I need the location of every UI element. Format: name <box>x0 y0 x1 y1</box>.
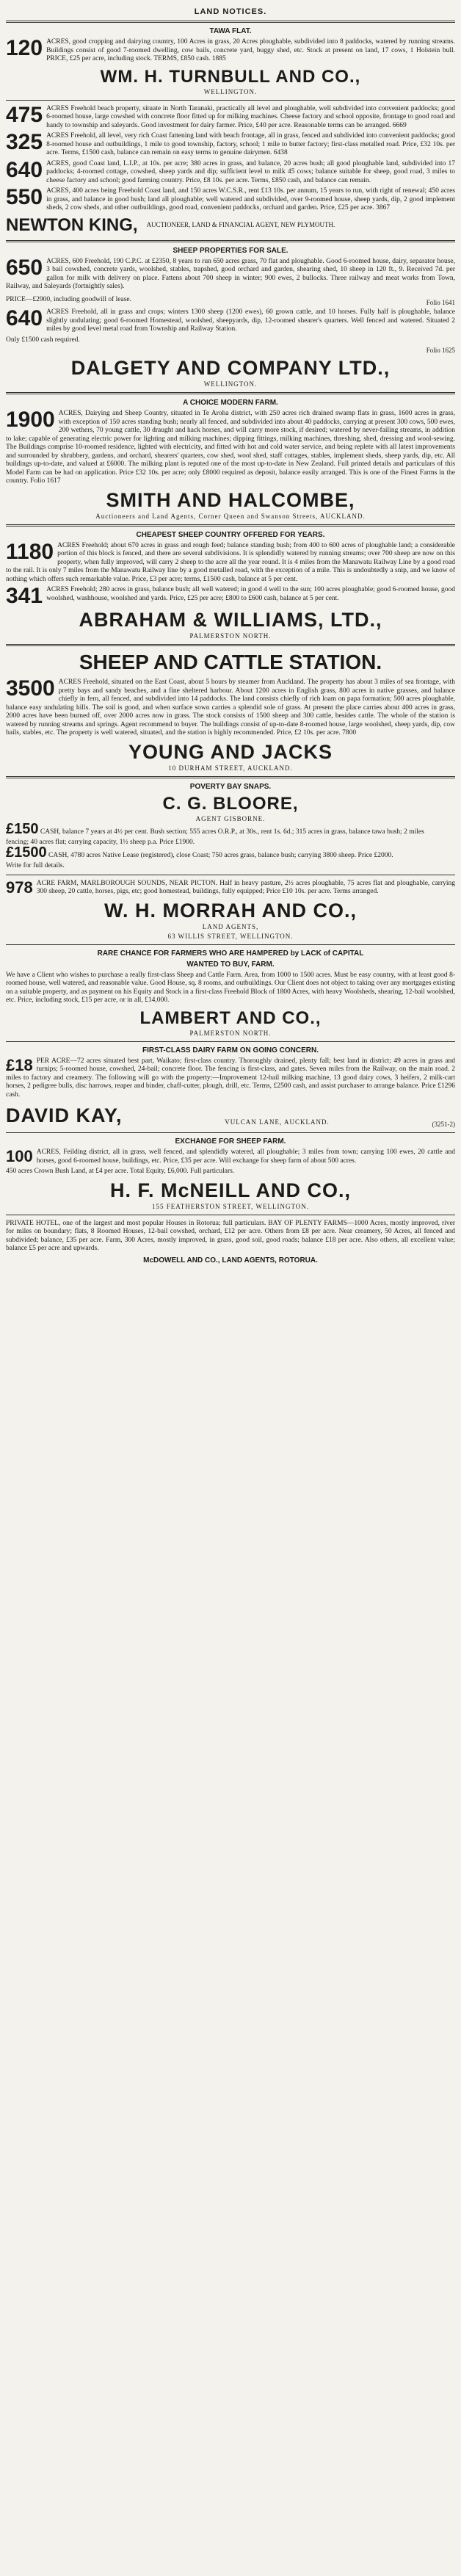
folio-number: Folio 1641 <box>426 299 455 306</box>
listing-continued: 450 acres Crown Bush Land, at £4 per acre. Total Equity, £6,000. Full particulars. <box>6 1168 235 1175</box>
listing-text: ACRES, 600 Freehold, 190 C.P.C. at £2350, 8 years to run 650 acres grass, 70 flat and ploughable. Good 6-roomed house, dairy, separator house, 3 bail cowshed, concrete yards, woolshed, stables, trapshed, good orchard and garden, shearing shed, 10 sheep in 120 ft., 9. Received 7d. per gallon for milk with delivery on place. Fattens about 700 sheep in winter; 900 ewes, 2 bullocks. Three railway and meat works from Town, Railway, and Saleyards (fortnightly sales). <box>6 257 455 290</box>
listing-code: Folio 1617 <box>30 477 61 485</box>
listing-text: ACRES, Dairying and Sheep Country, situated in Te Aroha district, with 250 acres rich drained swamp flats in grass, 1600 acres in grass, with exception of 150 acres standing bush; nearly all fenced, and subdivided into about 40 paddocks, carrying at present 300 cows, 500 ewes, 200 wethers, 70 young cattle, 30 draught and hack horses, and will carry more stock, if desired; watered by never-failing streams, in addition to lake; capable of generating electric power for lighting and milking machines; dipping fittings, milking machines, threshing, shed, dressing and wool-sewing. The Buildings comprise 10-roomed residence, lighted with electricity, and fitted with hot and cold water service, and being replete with all latest improvements and surrounded by shrubbery, gardens, and orchard, shearers' quarters, cow shed, wool shed, staff cottages, stables, implement sheds, sheep yards, dip, etc. All buildings up-to-date, and valued at £6000. The milking plant is reputed one of the most up-to-date in New Zealand. Full printed details and particulars of this Model Farm can be had on application. Price £32 10s. per acre; only £8000 required as deposit, balance easily arranged. This is one of the Finest Farms in the country. <box>6 410 455 485</box>
listing <box>6 102 455 131</box>
listing <box>6 308 455 334</box>
listing-text: PRIVATE HOTEL, one of the largest and most popular Houses in Rotorua; full particulars. BAY OF PLENTY FARMS—1000 Acres, mostly improved, river for miles on boundary; flats, 8 Roomed Houses, 12-bail cowshed, orchard, £12 per acre. Others from £8 per acre. Near creamery, 50 Acres, all fenced and subdivided; balance, £35 per acre. Farm, 300 Acres, mostly improved, in grass, good soil, good roads; balance £18 per acre. Also others, all excellent value; balance £5 per acre and upwards. <box>6 1219 455 1252</box>
section-title: A CHOICE MODERN FARM. <box>183 399 278 407</box>
listing-acres: 1180 <box>6 539 54 564</box>
write-note: Write for full details. <box>6 861 65 869</box>
listing-acres: 640 <box>6 306 43 330</box>
agent-place: 10 DURHAM STREET, AUCKLAND. <box>168 764 293 772</box>
divider <box>6 1041 455 1042</box>
listing <box>6 820 455 837</box>
agent-name: W. H. MORRAH AND CO., <box>104 899 357 922</box>
listing-acres: 640 <box>6 157 43 182</box>
listing <box>6 255 455 292</box>
agent-address: 155 FEATHERSTON STREET, WELLINGTON. <box>151 1202 310 1210</box>
section-subtitle: WANTED TO BUY, FARM. <box>186 960 275 969</box>
agent-place: PALMERSTON NORTH. <box>189 1029 272 1037</box>
listing-text: CASH, 4780 acres Native Lease (registered), close Coast; 750 acres grass, balance bush; carrying 3800 sheep. Price £2000. <box>48 851 393 859</box>
section-title: CHEAPEST SHEEP COUNTRY OFFERED FOR YEARS. <box>136 530 325 539</box>
listing-text: ACRES Freehold, all in grass and crops; winters 1300 sheep (1200 ewes), 60 grown cattle, and 10 horses. Fully half is ploughable, balance slightly undulating; good 6-roomed Homestead, woolshed, sheepyards, dip, 12-roomed shearer's quarters. Well fenced and watered. Situated 2 miles by good level metal road from Township and Railway Station. <box>46 308 455 333</box>
divider <box>6 21 455 23</box>
agent-place: WELLINGTON. <box>203 380 258 388</box>
page-header: LAND NOTICES. <box>194 7 267 16</box>
divider <box>6 1132 455 1133</box>
listing-text: ACRES, good Coast land, L.I.P., at 10s. per acre; 380 acres in grass, and balance, 20 acres bush; all good ploughable land, subdivided into 17 paddocks; 4-roomed cottage, cowshed, sheep yards and dip; sufficient level to milk 45 cows; balance suitable for sheep, good road, 3 miles to cheese factory and school; good farming country. Price, £8 10s. per acre. Terms, £850 cash, and balance can remain. <box>46 159 455 184</box>
agent-name: SMITH AND HALCOMBE, <box>106 488 355 511</box>
listing-cash: Only £1500 cash required. <box>6 336 80 344</box>
listing-code: 1885 <box>211 55 226 62</box>
agent-name: YOUNG AND JACKS <box>128 740 333 763</box>
agent-address: VULCAN LANE, AUCKLAND. <box>225 1118 330 1126</box>
agent-row <box>6 1101 455 1128</box>
divider <box>6 240 455 242</box>
listing <box>6 676 455 738</box>
listing-text: ACRES, 400 acres being Freehold Coast land, and 150 acres W.C.S.R., rent £13 10s. per annum, 15 years to run, with right of renewal; 450 acres in grass, and balance in good bush; land all ploughable; well watered and subdivided, over 9-roomed house, sheep yards, dip, 2 good implement sheds, 2 cow sheds, and other outbuildings, good road, convenient paddocks, orchard and garden. Price, £25 per acre. <box>46 187 455 211</box>
agent-name: ABRAHAM & WILLIAMS, LTD., <box>79 609 382 631</box>
agent-name: WM. H. TURNBULL AND CO., <box>100 66 361 87</box>
listing-acres: 550 <box>6 185 43 209</box>
agent-place: WELLINGTON. <box>203 87 258 95</box>
price-row <box>6 294 455 307</box>
listing-text: ACRES Freehold; about 670 acres in grass and rough feed; balance standing bush; from 400 to 600 acres of ploughable land; a considerable portion of this block is fenced, and there are several subdivisions. It is splendidly watered by running streams; over 700 sheep are now on this property, when fully improved, will carry 2 sheep to the acre all the year round. It is 4 miles from the Manawatu Railway Line by a good road to the rail. It is only 7 miles from the Manawatu Railway line by a good metalled road, with the exception of a mile. This is undoubtedly a snip, and we know of nothing which offers such remarkable value. Price, £3 per acre; terms, £1500 cash, balance at 5 per cent. <box>6 541 455 583</box>
listing-acres: 341 <box>6 584 43 608</box>
agent-place: PALMERSTON NORTH. <box>189 632 272 640</box>
listing-acres: 100 <box>6 1147 33 1165</box>
listing-amount: £150 <box>6 820 39 837</box>
listing-price: PRICE—£2900, including goodwill of lease. <box>6 295 131 303</box>
listing <box>6 132 455 158</box>
agent-name: DAVID KAY, <box>6 1104 123 1126</box>
section-headline: SHEEP AND CATTLE STATION. <box>79 651 382 673</box>
listing-text: ACRE FARM, MARLBOROUGH SOUNDS, NEAR PICTON. Half in heavy pasture, 2½ acres ploughable, 75 acres flat and ploughable, carrying 300 sheep, 20 cattle, horses, pigs, etc; good homestead, buildings, fully equipped; Price £10 10s. per acre. Terms arranged. <box>36 879 455 895</box>
section-title: EXCHANGE FOR SHEEP FARM. <box>175 1137 286 1146</box>
divider <box>6 524 455 527</box>
divider <box>6 100 455 101</box>
land-notices-page <box>6 0 455 1265</box>
listing <box>6 539 455 585</box>
listing <box>6 1057 455 1100</box>
listing-acres: 650 <box>6 255 43 280</box>
agent-name: NEWTON KING, <box>6 214 138 235</box>
section-title: RARE CHANCE FOR FARMERS WHO ARE HAMPERED by LACK of CAPITAL <box>97 949 364 958</box>
section-title: TAWA FLAT. <box>209 27 252 35</box>
listing <box>6 586 455 606</box>
agent-name: LAMBERT AND CO., <box>139 1007 322 1028</box>
listing <box>6 187 455 213</box>
agent-address: 63 WILLIS STREET, WELLINGTON. <box>167 932 294 940</box>
agent-block <box>6 215 455 236</box>
agent-name: DALGETY AND COMPANY LTD., <box>70 357 391 379</box>
listing-amount: £18 <box>6 1055 33 1074</box>
agent-footer: McDOWELL AND CO., LAND AGENTS, ROTORUA. <box>143 1256 318 1265</box>
divider <box>6 644 455 646</box>
agent-name: C. G. BLOORE, <box>162 793 299 814</box>
section-title: POVERTY BAY SNAPS. <box>189 782 272 791</box>
listing-acres: 325 <box>6 130 43 154</box>
listing-acres: 978 <box>6 878 33 897</box>
folio-number: Folio 1625 <box>426 347 455 354</box>
listing-text: PER ACRE—72 acres situated best part, Waikato; first-class country. Thoroughly drained, plenty fall; best land in district; 49 acres in grass and turnips; 5-roomed house, cowshed, 24-bail; concrete floor. The fencing is first-class, and gates. Seven miles from the Railway, on the main road. 2 miles to factory and creamery. The following will go with the property:—Improvement 12-bail milking machine, 13 good dairy cows, 3 heifers, 2 milk-cart horses, 2 pedigree bulls, disc harrows, reaper and binder, chaff-cutter, plough, drill, etc. Terms, £2500 cash, and assist purchaser to arrange balance. Price £1296 cash. <box>6 1057 455 1099</box>
listing-text: ACRES Freehold, situated on the East Coast, about 5 hours by steamer from Auckland. The property has about 3 miles of sea frontage, with pretty bays and sandy beaches, and a fine sheltered harbour. About 1200 acres in English grass, 800 acres in native grasses, and balance chiefly in fern, all fenced, and subdivided into 14 paddocks. The land consists chiefly of rich loam on papa formation; 500 acres ploughable, balance easy undulating hills. The soil is good, and when surface sown carries a splendid sole of grass. At present the place carries about 400 acres in grass, 2000 acres have been burned off, over 2000 acres now in grass. The stock consists of 1500 sheep and 300 cattle, besides cattle. The whole of the station is watered by running streams and springs. Agent recommend to buyer. The buildings consist of up-to-date 8-roomed house, large woolshed, sheep yards, dip, cow bails, stables, etc. The property is well watered, situated, and the station is highly recommended. Price, £2 10s. per acre. <box>6 679 455 737</box>
divider <box>6 944 455 945</box>
listing <box>6 410 455 486</box>
listing-code: 3867 <box>376 204 391 211</box>
listing-text: ACRES, Feilding district, all in grass, well fenced, and splendidly watered, all ploughable; 3 miles from town; carrying 100 ewes, 20 cattle and horses, good 6-roomed house, buildings, etc. Price, £35 per acre. Will exchange for sheep farm of about 500 acres. <box>36 1148 455 1165</box>
agent-description: AUCTIONEER, LAND & FINANCIAL AGENT, NEW PLYMOUTH. <box>146 221 335 228</box>
listing <box>6 880 455 897</box>
listing-text: We have a Client who wishes to purchase a really first-class Sheep and Cattle Farm. Area, from 1000 to 1500 acres. Must be easy country, with at least good 8-roomed house, well watered, and reasonable value. Good House, sq. 8 rooms, and outbuildings. Our Client does not object to taking over any mortgages existing on a suitable property, and as payment on his Equity and Stock in a first-class Freehold Block of 1800 Acres, with heavy Woolsheds, shearing, 12-bail woolshed, etc. Price, including stock, £15 per acre, or in all, £14,000. <box>6 971 455 1004</box>
listing-text: CASH, balance 7 years at 4½ per cent. Bush section; 555 acres O.R.P., at 30s., rent 1s. 6d.; 315 acres in grass, balance tawa bush; 2 miles <box>40 828 424 836</box>
listing-text: ACRES Freehold; 280 acres in grass, balance bush; all well watered; in good 4 well to the sun; 100 acres ploughable; good 6-roomed house, good woolshed, washhouse, woolshed and yards. Price, £25 per acre; £800 to £600 cash, balance at 5 per cent. <box>46 586 455 602</box>
agent-place: LAND AGENTS, <box>202 922 259 930</box>
listing-code: 6669 <box>392 121 407 129</box>
listing-acres: 120 <box>6 36 43 60</box>
divider <box>6 392 455 394</box>
listing-code: 6438 <box>273 149 288 156</box>
listing-text: ACRES, good cropping and dairying country, 100 Acres in grass, 20 Acres ploughable, subdivided into 8 paddocks, watered by running streams. Buildings consist of good 7-roomed dwelling, cow bails, concrete yard, buggy shed, etc. Stock at present on land, 17 cows, 1 Holstein bull. PRICE, £25 per acre, including stock. TERMS, £850 cash. <box>46 38 455 62</box>
section-title: FIRST-CLASS DAIRY FARM ON GOING CONCERN. <box>142 1046 319 1054</box>
divider <box>6 776 455 778</box>
listing-code: (3251-2) <box>432 1121 455 1128</box>
listing-text: ACRES Freehold beach property, situate in North Taranaki, practically all level and ploughable, well subdivided into convenient paddocks; good 6-roomed house, large cowshed with concrete floor fitted up for milking machines. Cheese factory and school opposite, frontage to good road and handy to township and saleyards. Good investment for dairy farmer. Price, £40 per acre. Reasonable terms can be arranged. <box>46 104 455 129</box>
listing <box>6 1148 455 1165</box>
agent-description: Auctioneers and Land Agents, Corner Queen and Swanson Streets, AUCKLAND. <box>95 512 366 520</box>
listing-acres: 475 <box>6 102 43 127</box>
listing <box>6 38 455 64</box>
agent-place: AGENT GISBORNE. <box>195 814 266 822</box>
listing-continued: fencing; 40 acres flat; carrying capacity, 1½ sheep p.a. Price £1900. <box>6 838 195 846</box>
listing-text: ACRES Freehold, all level, very rich Coast fattening land with beach frontage, all in grass, fenced and subdivided into convenient paddocks; good 8-roomed house and outbuildings, 1 mile to good township, factory, school; 1 mile to butter factory; first-class metalled road. Price, £32 10s. per acre. Terms, £1500 cash, balance can remain on easy terms to genuine dairymen. <box>46 132 455 156</box>
listing-acres: 1900 <box>6 408 55 432</box>
listing-acres: 3500 <box>6 676 55 701</box>
listing-amount: £1500 <box>6 844 47 861</box>
listing <box>6 844 455 861</box>
listing-code: 7800 <box>342 729 357 737</box>
agent-name: H. F. McNEILL AND CO., <box>109 1179 352 1201</box>
listing <box>6 157 455 186</box>
section-title: SHEEP PROPERTIES FOR SALE. <box>173 246 288 255</box>
